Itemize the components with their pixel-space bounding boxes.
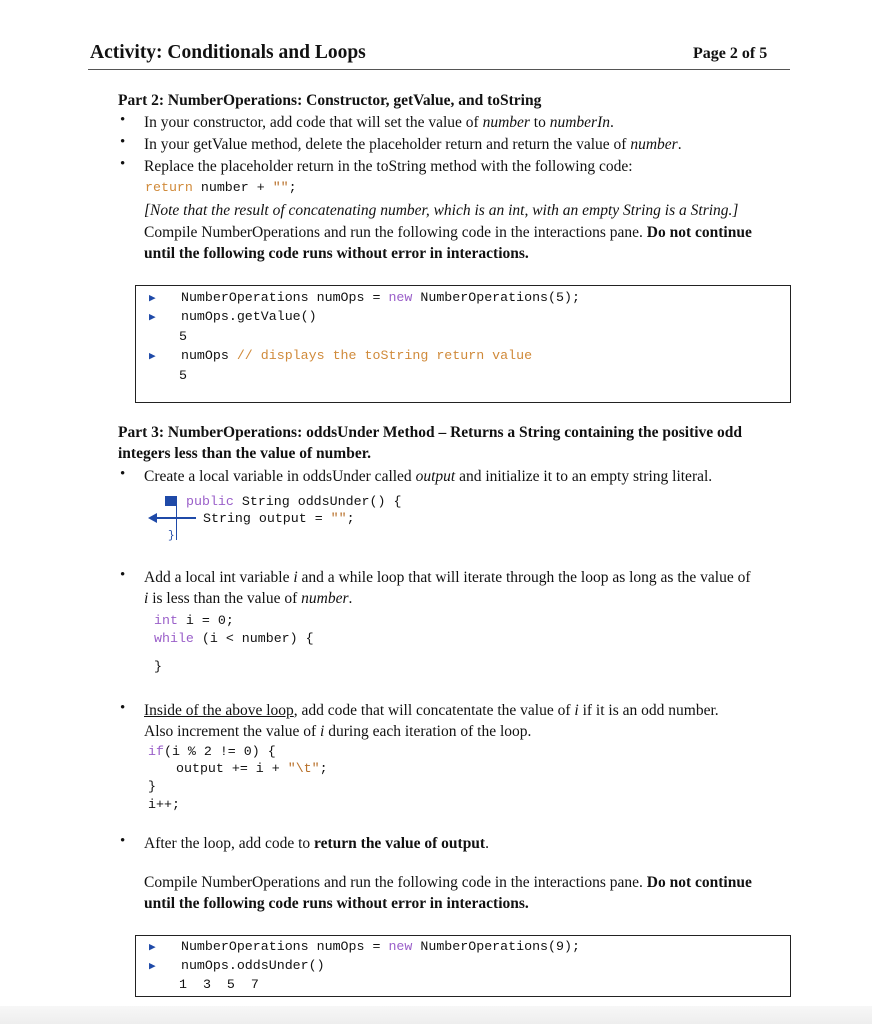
while-code-line-1: int i = 0;	[154, 613, 234, 628]
pane1-line-2: ▶ numOps.getValue()	[149, 308, 317, 327]
collapse-arrow-line	[156, 517, 196, 519]
part2-compile-instruction: Compile NumberOperations and run the following code in the interactions pane. Do not continue until the following code runs without error in interactions.	[144, 224, 752, 262]
part3-bullet-1: Create a local variable in oddsUnder called output and initialize it to an empty string literal.	[144, 468, 713, 485]
while-code-line-2: while (i < number) {	[154, 631, 314, 646]
bullet-icon: •	[120, 567, 126, 583]
part2-heading: Part 2: NumberOperations: Constructor, getValue, and toString	[118, 92, 542, 109]
bullet-icon: •	[120, 466, 126, 482]
prompt-arrow-icon: ▶	[149, 961, 156, 973]
bullet-icon: •	[120, 700, 126, 716]
part2-note: [Note that the result of concatenating number, which is an int, with an empty String is a String.]	[144, 202, 739, 219]
interactions-pane-1	[135, 285, 791, 403]
part3-bullet-3: Inside of the above loop, add code that will concatentate the value of i if it is an odd number. Also increment the value of i during each iteration of the loop.	[144, 702, 719, 740]
pane1-line-4: ▶ numOps // displays the toString return value	[149, 347, 532, 366]
pane2-line-2: ▶ numOps.oddsUnder()	[149, 957, 325, 976]
document-title: Activity: Conditionals and Loops	[90, 42, 366, 63]
oddsunder-code-line-2: String output = "";	[203, 511, 355, 526]
if-code-line-2: output += i + "\t";	[176, 761, 328, 776]
pane1-output-2: 5	[179, 368, 187, 383]
pane2-line-1: ▶ NumberOperations numOps = new NumberOperations(9);	[149, 938, 580, 957]
prompt-arrow-icon: ▶	[149, 312, 156, 324]
if-code-line-3: }	[148, 779, 156, 794]
prompt-arrow-icon: ▶	[149, 351, 156, 363]
if-code-line-4: i++;	[148, 797, 180, 812]
page-number: Page 2 of 5	[693, 45, 768, 62]
part3-compile-instruction: Compile NumberOperations and run the following code in the interactions pane. Do not continue until the following code runs without error in interactions.	[144, 874, 752, 912]
pane2-output: 1 3 5 7	[179, 977, 259, 992]
pane1-line-1: ▶ NumberOperations numOps = new NumberOperations(5);	[149, 289, 580, 308]
part3-bullet-4: After the loop, add code to return the value of output.	[144, 835, 489, 852]
tostring-code: return number + "";	[145, 180, 297, 195]
part3-bullet-2: Add a local int variable i and a while loop that will iterate through the loop as long as the value of i is less than the value of number.	[144, 569, 751, 607]
if-code-line-1: if(i % 2 != 0) {	[148, 744, 276, 759]
interactions-pane-2	[135, 935, 791, 997]
page-bottom-edge	[0, 1006, 872, 1024]
part2-bullet-2: In your getValue method, delete the placeholder return and return the value of number.	[144, 136, 682, 153]
prompt-arrow-icon: ▶	[149, 293, 156, 305]
pane1-output-1: 5	[179, 329, 187, 344]
bullet-icon: •	[120, 833, 126, 849]
part2-bullet-3: Replace the placeholder return in the toString method with the following code:	[144, 158, 633, 175]
bullet-icon: •	[120, 156, 126, 172]
bullet-icon: •	[120, 134, 126, 150]
oddsunder-code-line-3: }	[168, 530, 175, 542]
while-code-line-3: }	[154, 659, 162, 674]
header-rule	[88, 69, 790, 70]
oddsunder-code-line-1: public String oddsUnder() {	[186, 494, 402, 509]
prompt-arrow-icon: ▶	[149, 942, 156, 954]
bullet-icon: •	[120, 112, 126, 128]
part2-bullet-1: In your constructor, add code that will set the value of number to numberIn.	[144, 114, 614, 131]
part3-heading: Part 3: NumberOperations: oddsUnder Method – Returns a String containing the positive odd integers less than the value of number.	[118, 424, 743, 462]
